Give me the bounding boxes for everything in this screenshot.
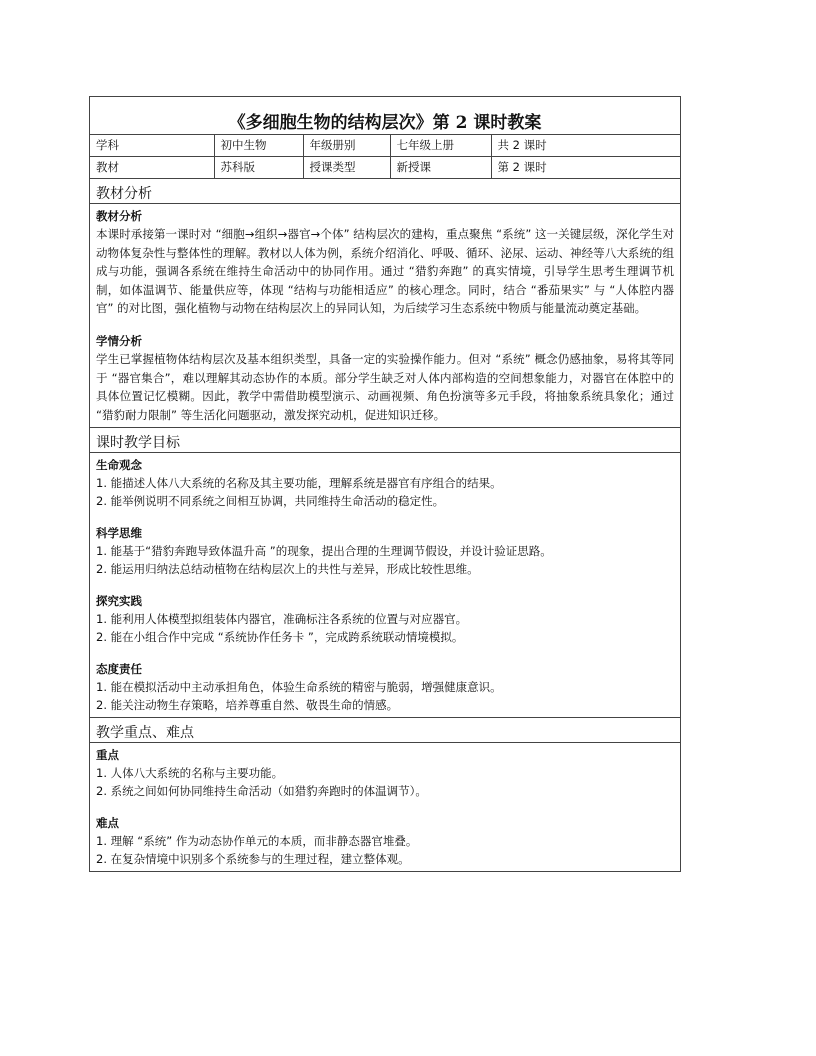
section-body: [90, 204, 680, 427]
objective-group-title: 生命观念: [96, 458, 142, 473]
learner-analysis-text: 学生已掌握植物体结构层次及基本组织类型，具备一定的实验操作能力。但对 “系统” 概念仍感抽象，易将其等同于 “器官集合”，难以理解其动态协作的本质。部分学生缺乏对人体内部构造的空间想象能力，对器官在体腔中的具体位置记忆模糊。因此，教学中需借助模型演示、动画视频、角色扮演等多元手段，将抽象系统具象化；通过 “猎豹耐力限制” 等生活化问题驱动，激发探究动机，促进知识迁移。: [96, 351, 674, 422]
list-item: 2. 系统之间如何协同维持生命活动（如猎豹奔跑时的体温调节）。: [96, 784, 427, 799]
info-cell-value: 初中生物: [214, 135, 303, 157]
info-row-1: [90, 135, 680, 157]
list-item: 1. 理解 “系统” 作为动态协作单元的本质，而非静态器官堆叠。: [96, 834, 418, 849]
list-item: 2. 能举例说明不同系统之间相互协调，共同维持生命活动的稳定性。: [96, 494, 445, 509]
info-cell-label: 年级册别: [303, 135, 390, 157]
list-item: 2. 能关注动物生存策略，培养尊重自然、敬畏生命的情感。: [96, 698, 399, 713]
section-heading: 教学重点、难点: [90, 718, 680, 743]
section-heading: 教材分析: [90, 179, 680, 204]
section-body: [90, 743, 680, 871]
objective-group-title: 态度责任: [96, 662, 142, 677]
lesson-plan-document: [89, 96, 681, 872]
objectives-section: [90, 428, 680, 718]
info-cell-value: 共 2 课时: [491, 135, 680, 157]
info-table: [90, 135, 680, 179]
textbook-analysis-text: 本课时承接第一课时对 “细胞→组织→器官→个体” 结构层次的建构，重点聚焦 “系统” 这一关键层级，深化学生对动物体复杂性与整体性的理解。教材以人体为例，系统介绍消化、呼吸、循环、泌尿、运动、神经等八大系统的组成与功能，强调各系统在维持生命活动中的协同作用。通过 “猎豹奔跑” 的真实情境，引导学生思考生理调节机制，如体温调节、能量供应等，体现 “结构与功能相适应” 的核心理念。同时，结合 “番茄果实” 与 “人体腔内器官” 的对比图，强化植物与动物在结构层次上的异同认知，为后续学习生态系统中物质与能量流动奠定基础。: [96, 227, 674, 316]
subsection-title: 学情分析: [96, 333, 142, 348]
list-item: 2. 在复杂情境中识别多个系统参与的生理过程，建立整体观。: [96, 852, 410, 867]
info-cell-value: 新授课: [390, 157, 491, 179]
info-cell-label: 授课类型: [303, 157, 390, 179]
list-item: 1. 能描述人体八大系统的名称及其主要功能，理解系统是器官有序组合的结果。: [96, 476, 502, 491]
keypoints-section: [90, 718, 680, 871]
keypoint-group-title: 难点: [96, 816, 119, 831]
keypoint-group-title: 重点: [96, 748, 119, 763]
list-item: 2. 能运用归纳法总结动植物在结构层次上的共性与差异，形成比较性思维。: [96, 562, 479, 577]
document-title: 《多细胞生物的结构层次》第 2 课时教案: [90, 97, 680, 135]
subsection-title: 教材分析: [96, 209, 142, 223]
objective-group-title: 科学思维: [96, 526, 142, 541]
section-heading: 课时教学目标: [90, 428, 680, 453]
section-body: [90, 453, 680, 717]
info-cell-value: 第 2 课时: [491, 157, 680, 179]
list-item: 1. 能利用人体模型拟组装体内器官，准确标注各系统的位置与对应器官。: [96, 612, 468, 627]
info-cell-value: 苏科版: [214, 157, 303, 179]
info-row-2: [90, 157, 680, 179]
list-item: 1. 能在模拟活动中主动承担角色，体验生命系统的精密与脆弱，增强健康意识。: [96, 680, 502, 695]
list-item: 1. 人体八大系统的名称与主要功能。: [96, 766, 284, 781]
list-item: 1. 能基于“猎豹奔跑导致体温升高 ”的现象，提出合理的生理调节假设，并设计验证思路。: [96, 544, 552, 559]
analysis-section: [90, 179, 680, 428]
objective-group-title: 探究实践: [96, 594, 142, 609]
list-item: 2. 能在小组合作中完成 “系统协作任务卡 ”，完成跨系统联动情境模拟。: [96, 630, 464, 645]
info-cell-value: 七年级上册: [390, 135, 491, 157]
info-cell-label: 学科: [90, 135, 214, 157]
info-cell-label: 教材: [90, 157, 214, 179]
